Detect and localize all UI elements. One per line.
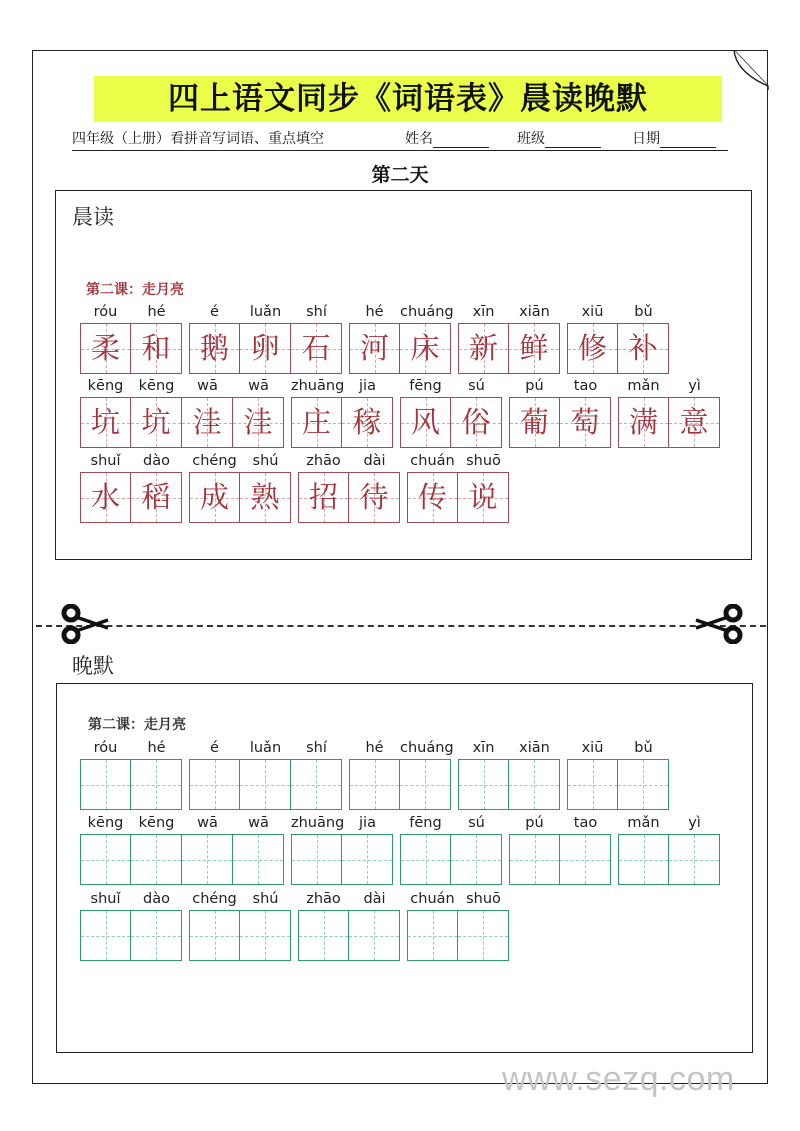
writing-cell[interactable] bbox=[131, 759, 182, 810]
hanzi-character: 传 bbox=[417, 480, 447, 514]
evening-word bbox=[80, 813, 284, 885]
hanzi-character: 坑 bbox=[141, 405, 171, 439]
tianzige-cells bbox=[400, 397, 502, 448]
pinyin-syllable: xiū bbox=[581, 740, 604, 756]
morning-word bbox=[509, 376, 611, 448]
tianzige-cell bbox=[131, 323, 182, 374]
tianzige-cell bbox=[291, 397, 342, 448]
tianzige-cell bbox=[407, 472, 458, 523]
scissors-icon bbox=[58, 604, 110, 644]
morning-word bbox=[80, 376, 284, 448]
date-field[interactable] bbox=[632, 128, 716, 148]
name-field[interactable] bbox=[405, 128, 489, 148]
pinyin-syllable: shuǐ bbox=[90, 453, 121, 469]
pinyin-syllable: mǎn bbox=[627, 378, 660, 394]
evening-word bbox=[407, 889, 509, 961]
hanzi-character: 和 bbox=[141, 331, 171, 365]
tianzige-cells bbox=[400, 834, 502, 885]
morning-word bbox=[400, 376, 502, 448]
site-watermark: www.sezq.com bbox=[502, 1060, 735, 1098]
writing-cell[interactable] bbox=[458, 759, 509, 810]
writing-cell[interactable] bbox=[618, 834, 669, 885]
tianzige-cells bbox=[407, 910, 509, 961]
hanzi-character: 洼 bbox=[192, 405, 222, 439]
evening-word bbox=[567, 738, 669, 810]
pinyin-syllable: róu bbox=[93, 740, 118, 756]
tianzige-cell bbox=[240, 472, 291, 523]
pinyin-syllable: sú bbox=[468, 378, 485, 394]
tianzige-cells bbox=[567, 323, 669, 374]
evening-word bbox=[189, 738, 342, 810]
pinyin-syllable: bǔ bbox=[634, 304, 653, 320]
pinyin-syllable: dài bbox=[363, 891, 386, 907]
tianzige-cell bbox=[509, 397, 560, 448]
date-blank[interactable] bbox=[660, 133, 716, 148]
writing-cell[interactable] bbox=[80, 834, 131, 885]
morning-word bbox=[189, 302, 342, 374]
hanzi-character: 补 bbox=[628, 331, 658, 365]
evening-word bbox=[618, 813, 720, 885]
tianzige-cell bbox=[80, 472, 131, 523]
hanzi-character: 河 bbox=[359, 331, 389, 365]
evening-word bbox=[298, 889, 400, 961]
subtitle-row bbox=[72, 128, 732, 150]
pinyin-syllable: jia bbox=[359, 815, 376, 831]
evening-label: 晚默 bbox=[72, 654, 114, 678]
subtitle-description: 四年级（上册）看拼音写词语、重点填空 bbox=[72, 131, 324, 147]
pinyin-syllable: hé bbox=[365, 740, 384, 756]
tianzige-cell bbox=[131, 472, 182, 523]
hanzi-character: 招 bbox=[308, 480, 338, 514]
tianzige-cell bbox=[458, 472, 509, 523]
page-fold-corner bbox=[732, 50, 770, 90]
writing-cell[interactable] bbox=[458, 910, 509, 961]
evening-word bbox=[509, 813, 611, 885]
pinyin-syllable: chéng bbox=[192, 453, 237, 469]
worksheet-title: 四上语文同步《词语表》晨读晚默 bbox=[168, 81, 648, 117]
hanzi-character: 新 bbox=[468, 331, 498, 365]
pinyin-syllable: hé bbox=[147, 740, 166, 756]
pinyin-syllable: xiū bbox=[581, 304, 604, 320]
pinyin-syllable: fēng bbox=[409, 815, 442, 831]
pinyin-syllable: tao bbox=[573, 815, 598, 831]
writing-cell[interactable] bbox=[131, 910, 182, 961]
pinyin-syllable: zhuāng bbox=[291, 815, 345, 831]
tianzige-cell bbox=[451, 397, 502, 448]
hanzi-character: 意 bbox=[679, 405, 709, 439]
writing-cell[interactable] bbox=[509, 759, 560, 810]
morning-word bbox=[458, 302, 560, 374]
pinyin-syllable: shuō bbox=[466, 453, 501, 469]
writing-cell[interactable] bbox=[509, 834, 560, 885]
evening-lesson-title: 第二课：走月亮 bbox=[88, 717, 186, 733]
pinyin-syllable: chéng bbox=[192, 891, 237, 907]
tianzige-cell bbox=[349, 323, 400, 374]
pinyin-syllable: xiān bbox=[519, 740, 550, 756]
tianzige-cell bbox=[509, 323, 560, 374]
pinyin-syllable: dào bbox=[143, 891, 170, 907]
morning-label: 晨读 bbox=[72, 205, 114, 229]
pinyin-syllable: kēng bbox=[87, 815, 124, 831]
morning-lesson-title: 第二课：走月亮 bbox=[86, 282, 184, 298]
pinyin-syllable: chuáng bbox=[400, 304, 454, 320]
tianzige-cells bbox=[509, 397, 611, 448]
writing-cell[interactable] bbox=[342, 834, 393, 885]
tianzige-cell bbox=[400, 323, 451, 374]
morning-word bbox=[407, 451, 509, 523]
subtitle-rule bbox=[72, 150, 728, 151]
pinyin-syllable: chuáng bbox=[400, 740, 454, 756]
tianzige-cell bbox=[298, 472, 349, 523]
tianzige-cells bbox=[458, 323, 560, 374]
writing-cell[interactable] bbox=[189, 910, 240, 961]
writing-cell[interactable] bbox=[560, 834, 611, 885]
class-blank[interactable] bbox=[545, 133, 601, 148]
pinyin-syllable: xīn bbox=[472, 740, 495, 756]
writing-cell[interactable] bbox=[182, 834, 233, 885]
tianzige-cells bbox=[349, 323, 451, 374]
morning-word bbox=[291, 376, 393, 448]
tianzige-cell bbox=[80, 323, 131, 374]
evening-word bbox=[80, 738, 182, 810]
date-label: 日期 bbox=[632, 131, 660, 147]
hanzi-character: 萄 bbox=[570, 405, 600, 439]
tianzige-cell bbox=[349, 472, 400, 523]
hanzi-character: 洼 bbox=[243, 405, 273, 439]
writing-cell[interactable] bbox=[233, 834, 284, 885]
pinyin-syllable: shí bbox=[306, 740, 327, 756]
writing-cell[interactable] bbox=[349, 759, 400, 810]
tianzige-cells bbox=[80, 910, 182, 961]
pinyin-syllable: jia bbox=[359, 378, 376, 394]
class-field[interactable] bbox=[517, 128, 601, 148]
tianzige-cell bbox=[189, 472, 240, 523]
pinyin-syllable: wā bbox=[197, 378, 218, 394]
tianzige-cells bbox=[298, 472, 400, 523]
pinyin-syllable: dào bbox=[143, 453, 170, 469]
tianzige-cells bbox=[189, 759, 342, 810]
hanzi-character: 卵 bbox=[250, 331, 280, 365]
hanzi-character: 庄 bbox=[301, 405, 331, 439]
hanzi-character: 修 bbox=[577, 331, 607, 365]
hanzi-character: 稼 bbox=[352, 405, 382, 439]
writing-cell[interactable] bbox=[407, 910, 458, 961]
writing-cell[interactable] bbox=[298, 910, 349, 961]
name-blank[interactable] bbox=[433, 133, 489, 148]
morning-word bbox=[298, 451, 400, 523]
writing-cell[interactable] bbox=[400, 759, 451, 810]
writing-cell[interactable] bbox=[80, 910, 131, 961]
tianzige-cell bbox=[567, 323, 618, 374]
pinyin-syllable: é bbox=[210, 740, 219, 756]
writing-cell[interactable] bbox=[80, 759, 131, 810]
tianzige-cells bbox=[509, 834, 611, 885]
evening-word bbox=[80, 889, 182, 961]
pinyin-syllable: zhāo bbox=[306, 453, 341, 469]
tianzige-cell bbox=[240, 323, 291, 374]
pinyin-syllable: xīn bbox=[472, 304, 495, 320]
morning-word bbox=[349, 302, 454, 374]
tianzige-cell bbox=[669, 397, 720, 448]
pinyin-syllable: xiān bbox=[519, 304, 550, 320]
hanzi-character: 石 bbox=[301, 331, 331, 365]
tianzige-cell bbox=[80, 397, 131, 448]
pinyin-syllable: sú bbox=[468, 815, 485, 831]
writing-cell[interactable] bbox=[291, 834, 342, 885]
tianzige-cells bbox=[407, 472, 509, 523]
hanzi-character: 坑 bbox=[90, 405, 120, 439]
evening-word bbox=[349, 738, 454, 810]
cut-line bbox=[36, 625, 766, 627]
tianzige-cells bbox=[458, 759, 560, 810]
pinyin-syllable: wā bbox=[248, 815, 269, 831]
writing-cell[interactable] bbox=[400, 834, 451, 885]
hanzi-character: 床 bbox=[410, 331, 440, 365]
pinyin-syllable: kēng bbox=[87, 378, 124, 394]
hanzi-character: 俗 bbox=[461, 405, 491, 439]
tianzige-cells bbox=[618, 834, 720, 885]
hanzi-character: 柔 bbox=[90, 331, 120, 365]
pinyin-syllable: pú bbox=[525, 815, 544, 831]
morning-word bbox=[567, 302, 669, 374]
pinyin-syllable: shuǐ bbox=[90, 891, 121, 907]
hanzi-character: 满 bbox=[628, 405, 658, 439]
pinyin-syllable: yì bbox=[688, 378, 701, 394]
pinyin-syllable: hé bbox=[365, 304, 384, 320]
writing-cell[interactable] bbox=[240, 759, 291, 810]
hanzi-character: 熟 bbox=[250, 480, 280, 514]
pinyin-syllable: hé bbox=[147, 304, 166, 320]
pinyin-syllable: luǎn bbox=[249, 304, 282, 320]
name-label: 姓名 bbox=[405, 131, 433, 147]
tianzige-cells bbox=[298, 910, 400, 961]
tianzige-cells bbox=[189, 323, 342, 374]
pinyin-syllable: chuán bbox=[410, 891, 455, 907]
pinyin-syllable: mǎn bbox=[627, 815, 660, 831]
hanzi-character: 鲜 bbox=[519, 331, 549, 365]
writing-cell[interactable] bbox=[669, 834, 720, 885]
pinyin-syllable: zhāo bbox=[306, 891, 341, 907]
tianzige-cell bbox=[342, 397, 393, 448]
pinyin-syllable: tao bbox=[573, 378, 598, 394]
pinyin-syllable: luǎn bbox=[249, 740, 282, 756]
morning-word bbox=[80, 302, 182, 374]
pinyin-syllable: dài bbox=[363, 453, 386, 469]
writing-cell[interactable] bbox=[349, 910, 400, 961]
morning-word bbox=[618, 376, 720, 448]
scissors-icon bbox=[694, 604, 746, 644]
pinyin-syllable: chuán bbox=[410, 453, 455, 469]
tianzige-cell bbox=[618, 397, 669, 448]
tianzige-cell bbox=[400, 397, 451, 448]
tianzige-cells bbox=[80, 397, 284, 448]
evening-word bbox=[291, 813, 393, 885]
tianzige-cell bbox=[182, 397, 233, 448]
tianzige-cell bbox=[189, 323, 240, 374]
pinyin-syllable: shuō bbox=[466, 891, 501, 907]
tianzige-cell bbox=[560, 397, 611, 448]
pinyin-syllable: é bbox=[210, 304, 219, 320]
morning-word bbox=[189, 451, 291, 523]
writing-cell[interactable] bbox=[131, 834, 182, 885]
tianzige-cells bbox=[189, 910, 291, 961]
writing-cell[interactable] bbox=[567, 759, 618, 810]
hanzi-character: 说 bbox=[468, 480, 498, 514]
pinyin-syllable: shí bbox=[306, 304, 327, 320]
pinyin-syllable: shú bbox=[252, 453, 279, 469]
writing-cell[interactable] bbox=[618, 759, 669, 810]
tianzige-cells bbox=[567, 759, 669, 810]
evening-word bbox=[400, 813, 502, 885]
hanzi-character: 风 bbox=[410, 405, 440, 439]
tianzige-cell bbox=[458, 323, 509, 374]
tianzige-cells bbox=[291, 397, 393, 448]
tianzige-cell bbox=[233, 397, 284, 448]
pinyin-syllable: wā bbox=[248, 378, 269, 394]
pinyin-syllable: zhuāng bbox=[291, 378, 345, 394]
evening-word bbox=[189, 889, 291, 961]
pinyin-syllable: yì bbox=[688, 815, 701, 831]
hanzi-character: 待 bbox=[359, 480, 389, 514]
pinyin-syllable: pú bbox=[525, 378, 544, 394]
pinyin-syllable: róu bbox=[93, 304, 118, 320]
tianzige-cells bbox=[349, 759, 451, 810]
day-heading: 第二天 bbox=[371, 164, 429, 186]
pinyin-syllable: kēng bbox=[138, 378, 175, 394]
tianzige-cells bbox=[80, 323, 182, 374]
tianzige-cell bbox=[131, 397, 182, 448]
tianzige-cells bbox=[291, 834, 393, 885]
tianzige-cells bbox=[189, 472, 291, 523]
hanzi-character: 鹅 bbox=[199, 331, 229, 365]
pinyin-syllable: bǔ bbox=[634, 740, 653, 756]
hanzi-character: 稻 bbox=[141, 480, 171, 514]
pinyin-syllable: kēng bbox=[138, 815, 175, 831]
evening-word bbox=[458, 738, 560, 810]
pinyin-syllable: shú bbox=[252, 891, 279, 907]
morning-word bbox=[80, 451, 182, 523]
writing-cell[interactable] bbox=[451, 834, 502, 885]
pinyin-syllable: wā bbox=[197, 815, 218, 831]
tianzige-cell bbox=[618, 323, 669, 374]
tianzige-cells bbox=[80, 759, 182, 810]
writing-cell[interactable] bbox=[240, 910, 291, 961]
tianzige-cells bbox=[80, 834, 284, 885]
class-label: 班级 bbox=[517, 131, 545, 147]
hanzi-character: 葡 bbox=[519, 405, 549, 439]
writing-cell[interactable] bbox=[291, 759, 342, 810]
pinyin-syllable: fēng bbox=[409, 378, 442, 394]
hanzi-character: 成 bbox=[199, 480, 229, 514]
writing-cell[interactable] bbox=[189, 759, 240, 810]
tianzige-cells bbox=[80, 472, 182, 523]
hanzi-character: 水 bbox=[90, 480, 120, 514]
tianzige-cells bbox=[618, 397, 720, 448]
tianzige-cell bbox=[291, 323, 342, 374]
